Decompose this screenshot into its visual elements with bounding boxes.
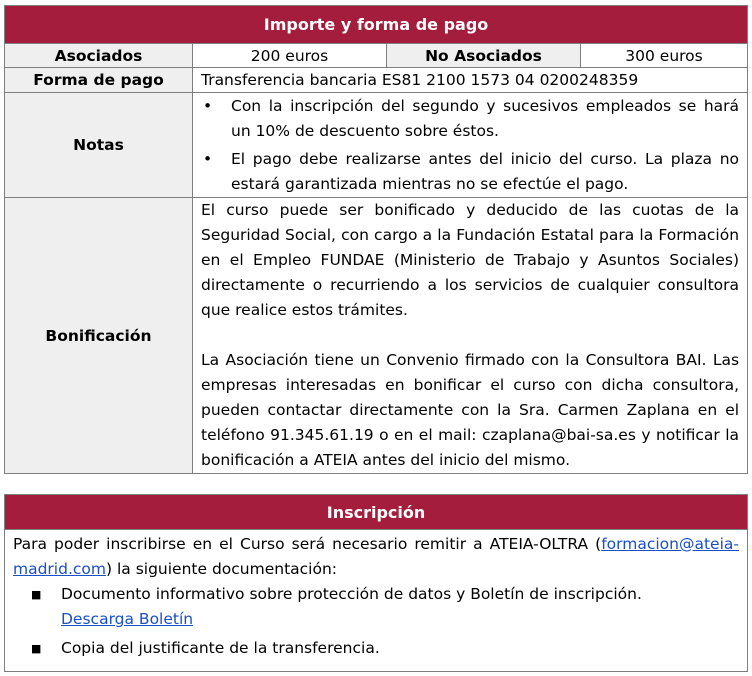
document-item: ■ Documento informativo sobre protección de datos y Boletín de inscripción. Descarga Boletín — [13, 582, 739, 632]
payment-method-label: Forma de pago — [5, 68, 193, 93]
associates-price: 200 euros — [193, 44, 387, 68]
payment-title: Importe y forma de pago — [5, 6, 748, 44]
bullet-icon: • — [203, 149, 213, 168]
payment-table — [4, 5, 748, 474]
registration-body — [5, 530, 748, 672]
bonus-paragraph: La Asociación tiene un Convenio firmado con la Consultora BAI. Las empresas interesadas en bonificar el curso con dicha consultora, pueden contactar directamente con la Sra. Carmen Zaplana en el teléfono 91.345.61.19 o en el mail: czaplana@bai-sa.es y notificar la bonificación a ATEIA antes del inicio del mismo. — [201, 351, 740, 469]
bullet-icon: • — [203, 96, 213, 115]
registration-table — [4, 494, 748, 672]
notes-list — [201, 94, 739, 197]
non-associates-label: No Asociados — [387, 44, 581, 68]
registration-title: Inscripción — [5, 495, 748, 530]
square-bullet-icon: ■ — [31, 642, 42, 655]
document-item: ■ Copia del justificante de la transferencia. — [13, 636, 739, 661]
download-form-link[interactable]: Descarga Boletín — [61, 610, 194, 628]
associates-label: Asociados — [5, 44, 193, 68]
note-item: • El pago debe realizarse antes del inicio del curso. La plaza no estará garantizada mientras no se efectúe el pago. — [201, 147, 739, 197]
bonus-label: Bonificación — [5, 198, 193, 474]
documents-list — [13, 582, 739, 661]
square-bullet-icon: ■ — [31, 588, 42, 601]
note-item: • Con la inscripción del segundo y sucesivos empleados se hará un 10% de descuento sobre éstos. — [201, 94, 739, 144]
bonus-cell — [193, 198, 748, 474]
non-associates-price: 300 euros — [581, 44, 748, 68]
notes-cell — [193, 93, 748, 198]
payment-method-value: Transferencia bancaria ES81 2100 1573 04 0200248359 — [193, 68, 748, 93]
notes-label: Notas — [5, 93, 193, 198]
registration-intro: Para poder inscribirse en el Curso será necesario remitir a ATEIA-OLTRA (formacion@ateia-madrid.com) la siguiente documentación: — [13, 535, 739, 578]
bonus-paragraph: El curso puede ser bonificado y deducido de las cuotas de la Seguridad Social, con cargo a la Fundación Estatal para la Formación en el Empleo FUNDAE (Ministerio de Trabajo y Asuntos Sociales) directamente o recurriendo a los servicios de cualquier consultora que realice estos trámites. — [201, 201, 740, 319]
email-link[interactable]: formacion@ateia-madrid.com — [13, 535, 739, 578]
